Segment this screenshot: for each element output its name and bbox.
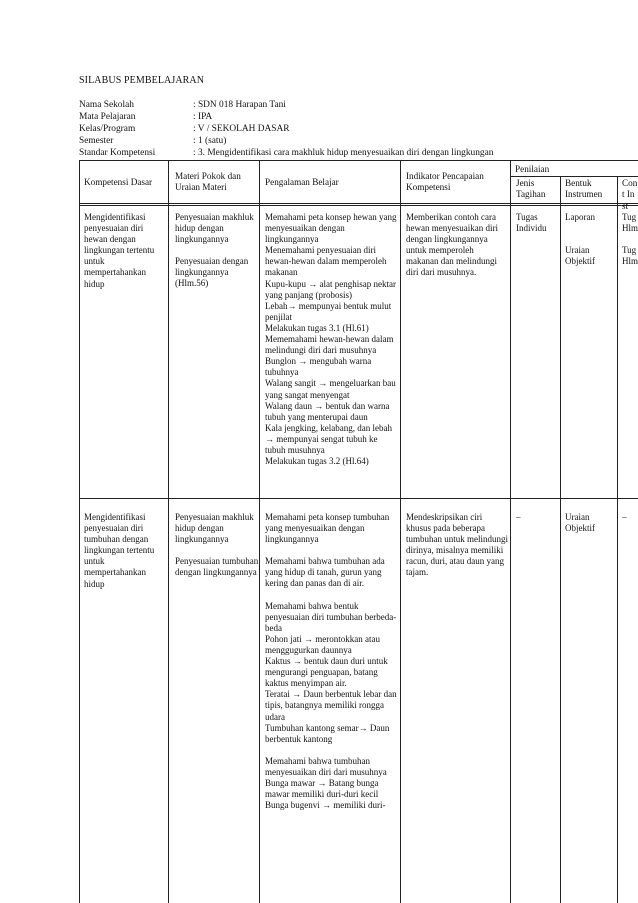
table-border <box>510 160 511 903</box>
pengalaman-item: Melakukan tugas 3.1 (Hl.61) <box>265 322 369 333</box>
row2-pengalaman <box>265 512 397 811</box>
contoh-item: Tug Hlm <box>622 245 638 267</box>
info-label: Semester <box>79 136 114 146</box>
pengalaman-item: Mememahami hewan-hewan dalam melindungi diri dari musuhnya <box>265 334 394 356</box>
row1-kompetensi-dasar: Mengidentifikasi penyesuaian diri hewan dengan lingkungan tertentu untuk mempertahankan hidup <box>84 212 155 289</box>
pengalaman-item: Lebah→ mempunyai bentuk mulut penjilat <box>265 300 392 322</box>
pengalaman-item: Walang daun → bentuk dan warna tubuh yang menterupai daun <box>265 400 390 422</box>
info-value: : 3. Mengidentifikasi cara makhluk hidup menyesuaikan diri dengan lingkungan <box>193 148 494 158</box>
row2-indikator: Mendeskripsikan ciri khusus pada beberapa tumbuhan untuk melindungi dirinya, misalnya memiliki racun, duri, atau daun yang tajam. <box>406 512 508 578</box>
table-border <box>259 160 260 903</box>
row2-kompetensi-dasar: Mengidentifikasi penyesuaian diri tumbuhan dengan lingkungan tertentu untuk mempertahankan hidup <box>84 512 155 589</box>
row1-bentuk <box>565 212 615 267</box>
pengalaman-item: Melakukan tugas 3.2 (Hl.64) <box>265 456 369 467</box>
pengalaman-item: Menemahami penyesuaian diri hewan-hewan dalam memperoleh makanan <box>265 245 387 278</box>
table-border <box>560 176 561 903</box>
info-value: : V / SEKOLAH DASAR <box>193 124 290 134</box>
table-border <box>79 205 638 206</box>
info-label: Mata Pelajaran <box>79 112 136 122</box>
row1-jenis: Tugas Individu <box>516 212 547 234</box>
pengalaman-item: Kupu-kupu → alat penghisap nektar yang panjang (probosis) <box>265 278 396 300</box>
row2-bentuk <box>565 512 615 534</box>
row1-pengalaman <box>265 212 397 467</box>
info-label: Nama Sekolah <box>79 100 134 110</box>
bentuk-item: Uraian Objektif <box>565 245 595 267</box>
bentuk-item: Laporan <box>565 212 595 222</box>
row2-contoh <box>622 512 638 523</box>
table-border <box>79 498 638 499</box>
info-value: : SDN 018 Harapan Tani <box>193 100 286 110</box>
table-border <box>510 176 638 177</box>
pengalaman-item: Bunga bugenvi → memiliki duri- <box>265 800 386 811</box>
document-title: SILABUS PEMBELAJARAN <box>79 75 205 86</box>
pengalaman-item: Kala jengking, kelabang, dan lebah → mempunyai sengat tubuh ke tubuh musuhnya <box>265 422 392 455</box>
materi-item: Penyesuaian makhluk hidup dengan lingkungannya <box>175 512 254 545</box>
pengalaman-item: Memahami bahwa bentuk penyesuaian diri tumbuhan berbeda-beda <box>265 600 397 633</box>
bentuk-item: Uraian Objektif <box>565 512 595 534</box>
row2-materi <box>175 512 259 578</box>
info-value: : 1 (satu) <box>193 136 227 146</box>
table-border <box>79 160 638 161</box>
info-label: Standar Kompetensi <box>79 148 156 158</box>
header-contoh: Cont Inst <box>622 178 638 211</box>
table-border <box>617 176 618 903</box>
pengalaman-item: Kaktus → bentuk daun duri untuk mengurangi penguapan, batang kaktus menyimpan air. <box>265 656 388 689</box>
contoh-item: – <box>622 512 627 522</box>
header-jenis: Jenis Tagihan <box>516 178 546 200</box>
header-kompetensi-dasar: Kompetensi Dasar <box>84 177 153 187</box>
table-border <box>168 160 169 903</box>
row2-jenis: – <box>516 512 521 522</box>
pengalaman-item: Memahami peta konsep hewan yang menyesuaikan dengan lingkungannya <box>265 212 397 245</box>
pengalaman-item: Bunglon → mengubah warna tubuhnya <box>265 356 372 378</box>
info-value: : IPA <box>193 112 213 122</box>
materi-item: Penyesuaian makhluk hidup dengan lingkungannya <box>175 212 254 245</box>
pengalaman-item: Pohon jati → merontokkan atau menggugurkan daunnya <box>265 633 380 655</box>
materi-item: Penyesuaian dengan lingkungannya (Hlm.56) <box>175 256 249 289</box>
materi-item: Penyesuaian tumbuhan dengan lingkungannya <box>175 556 259 578</box>
pengalaman-item: Memahami bahwa tumbuhan menyesuaikan diri dari musuhnya <box>265 755 387 777</box>
header-bentuk: Bentuk Instrumen <box>565 178 603 200</box>
pengalaman-item: Bunga mawar → Batang bunga mawar memiliki duri-duri kecil <box>265 777 379 800</box>
contoh-item: Tug Hlm <box>622 212 638 234</box>
info-label: Kelas/Program <box>79 124 136 134</box>
pengalaman-item: Memahami peta konsep tumbuhan yang menyesuaikan dengan lingkungannya <box>265 512 390 545</box>
pengalaman-item: Teratai → Daun berbentuk lebar dan tipis, batangnya memiliki rongga udara <box>265 689 397 722</box>
pengalaman-item: Memahami bahwa tumbuhan ada yang hidup di tanah, gurun yang kering dan panas dan di air. <box>265 556 385 589</box>
table-border <box>400 160 401 903</box>
row1-materi <box>175 212 259 290</box>
header-materi: Materi Pokok dan Uraian Materi <box>175 171 241 193</box>
table-border <box>79 203 638 204</box>
header-indikator: Indikator Pencapaian Kompetensi <box>406 171 484 193</box>
row1-contoh <box>622 212 638 267</box>
row1-indikator: Memberikan contoh cara hewan menyesuaikan diri dengan lingkungannya untuk memperoleh makanan dan melindungi diri dari musuhnya. <box>406 212 498 278</box>
header-penilaian: Penilaian <box>515 164 550 174</box>
table-border <box>79 160 80 903</box>
header-pengalaman: Pengalaman Belajar <box>265 177 339 187</box>
pengalaman-item: Tumbuhan kantong semar→ Daun berbentuk kantong <box>265 722 390 744</box>
pengalaman-item: Walang sangit → mengeluarkan bau yang sangat menyengat <box>265 378 396 400</box>
